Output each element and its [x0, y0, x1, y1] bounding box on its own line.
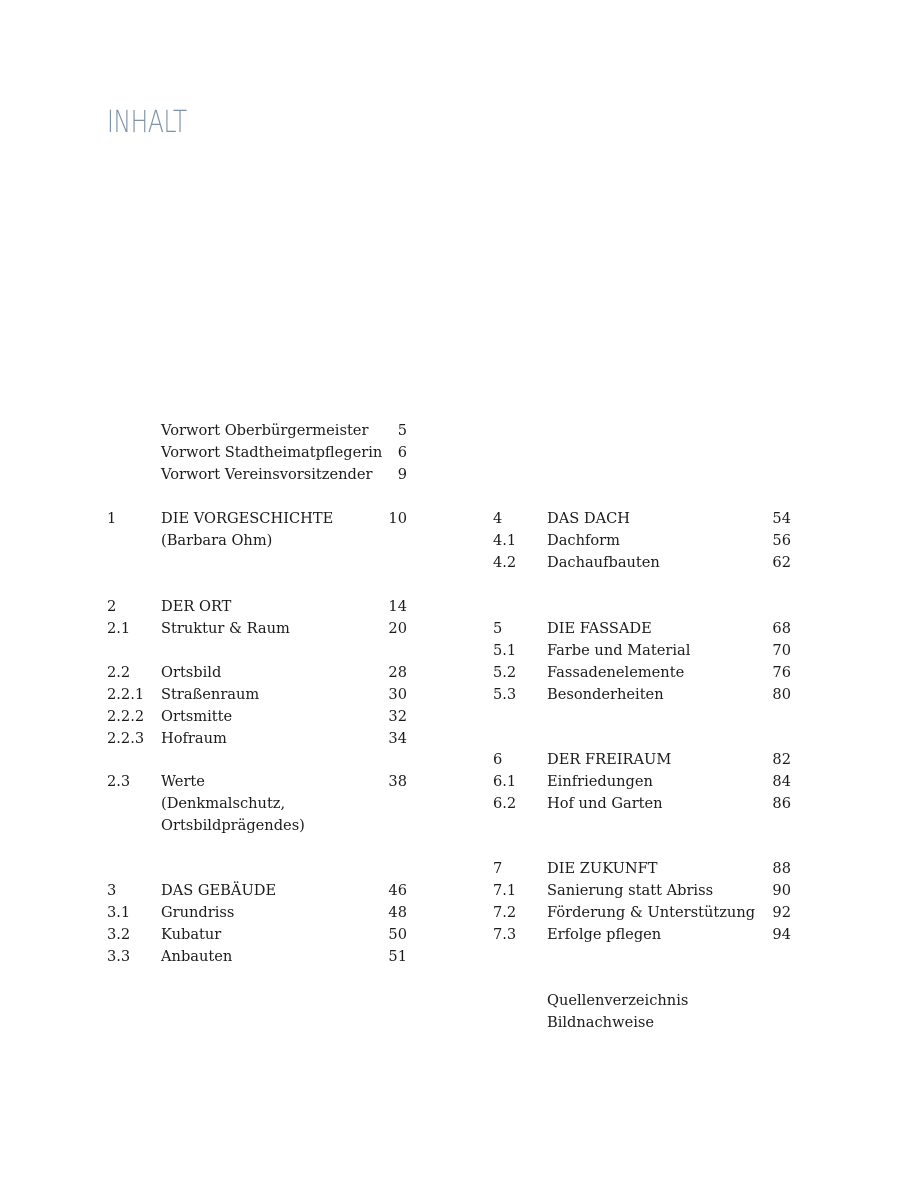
toc-entry-number: 1	[107, 510, 117, 527]
toc-entry-title: Hof und Garten	[547, 795, 663, 812]
toc-entry-title: DER ORT	[161, 598, 232, 615]
toc-entry-number: 3.2	[107, 926, 131, 943]
toc-entry-title: (Barbara Ohm)	[161, 532, 273, 549]
toc-entry-title: Struktur & Raum	[161, 620, 290, 637]
toc-entry-page: 20	[388, 620, 407, 637]
toc-entry-title: DIE FASSADE	[547, 620, 652, 637]
toc-entry-number: 2.2.3	[107, 730, 145, 747]
toc-entry-title: Ortsmitte	[161, 708, 233, 725]
toc-entry-title: Werte	[161, 773, 205, 790]
toc-entry-number: 4.1	[493, 532, 517, 549]
toc-entry-title: Bildnachweise	[547, 1014, 654, 1031]
toc-entry-page: 94	[772, 926, 791, 943]
toc-entry-page: 68	[772, 620, 791, 637]
toc-entry-page: 76	[772, 664, 791, 681]
toc-entry-number: 5.2	[493, 664, 517, 681]
toc-entry-number: 7.1	[493, 882, 517, 899]
toc-entry-page: 86	[772, 795, 791, 812]
toc-entry-title: DAS GEBÄUDE	[161, 882, 277, 899]
toc-entry-number: 6.1	[493, 773, 517, 790]
toc-entry-title: Farbe und Material	[547, 642, 691, 659]
toc-entry-title: Besonderheiten	[547, 686, 664, 703]
toc-entry-page: 48	[388, 904, 407, 921]
toc-entry-page: 30	[388, 686, 407, 703]
toc-entry-number: 2.2.2	[107, 708, 145, 725]
toc-entry-number: 7.2	[493, 904, 517, 921]
toc-entry-title: Erfolge pflegen	[547, 926, 662, 943]
toc-entry-title: DAS DACH	[547, 510, 631, 527]
toc-entry-title: Einfriedungen	[547, 773, 653, 790]
toc-entry-number: 4	[493, 510, 503, 527]
toc-entry-number: 5.1	[493, 642, 517, 659]
toc-entry-page: 82	[772, 751, 791, 768]
toc-entry-title: Dachaufbauten	[547, 554, 660, 571]
toc-entry-number: 7.3	[493, 926, 517, 943]
toc-entry-page: 92	[772, 904, 791, 921]
toc-entry-page: 32	[388, 708, 407, 725]
toc-entry-page: 10	[388, 510, 407, 527]
toc-entry-title: Quellenverzeichnis	[547, 992, 689, 1009]
toc-entry-number: 2.3	[107, 773, 131, 790]
toc-entry-title: Ortsbild	[161, 664, 222, 681]
toc-entry-title: Vorwort Stadtheimatpflegerin	[161, 444, 383, 461]
toc-entry-page: 38	[388, 773, 407, 790]
toc-entry-number: 4.2	[493, 554, 517, 571]
toc-entry-title: Vorwort Vereinsvorsitzender	[161, 466, 373, 483]
toc-entry-number: 5.3	[493, 686, 517, 703]
toc-entry-title: Hofraum	[161, 730, 227, 747]
toc-entry-title: DIE ZUKUNFT	[547, 860, 658, 877]
toc-entry-title: Vorwort Oberbürgermeister	[161, 422, 369, 439]
toc-entry-page: 70	[772, 642, 791, 659]
toc-entry-title: Straßenraum	[161, 686, 260, 703]
toc-entry-number: 2.2.1	[107, 686, 145, 703]
toc-entry-title: (Denkmalschutz,	[161, 795, 286, 812]
toc-entry-number: 6	[493, 751, 503, 768]
toc-entry-number: 2	[107, 598, 117, 615]
toc-entry-title: Fassadenelemente	[547, 664, 685, 681]
toc-entry-title: Sanierung statt Abriss	[547, 882, 714, 899]
toc-entry-page: 54	[772, 510, 791, 527]
toc-entry-page: 6	[397, 444, 407, 461]
toc-entry-number: 6.2	[493, 795, 517, 812]
page-title: INHALT	[107, 105, 187, 140]
toc-entry-title: Kubatur	[161, 926, 222, 943]
toc-entry-page: 90	[772, 882, 791, 899]
toc-entry-number: 3.1	[107, 904, 131, 921]
toc-entry-page: 46	[388, 882, 407, 899]
toc-entry-title: Dachform	[547, 532, 620, 549]
toc-entry-page: 9	[397, 466, 407, 483]
toc-entry-title: Ortsbildprägendes)	[161, 817, 305, 834]
toc-entry-number: 3	[107, 882, 117, 899]
toc-entry-title: Förderung & Unterstützung	[547, 904, 756, 921]
toc-entry-number: 2.2	[107, 664, 131, 681]
toc-entry-page: 34	[388, 730, 407, 747]
toc-entry-page: 88	[772, 860, 791, 877]
toc-entry-title: DER FREIRAUM	[547, 751, 672, 768]
toc-entry-number: 3.3	[107, 948, 131, 965]
toc-entry-number: 5	[493, 620, 503, 637]
toc-entry-page: 50	[388, 926, 407, 943]
toc-entry-title: Grundriss	[161, 904, 235, 921]
toc-entry-number: 7	[493, 860, 503, 877]
toc-entry-number: 2.1	[107, 620, 131, 637]
toc-entry-page: 56	[772, 532, 791, 549]
toc-entry-page: 51	[388, 948, 407, 965]
toc-entry-page: 84	[772, 773, 791, 790]
toc-entry-page: 28	[388, 664, 407, 681]
toc-entry-page: 5	[397, 422, 407, 439]
toc-entry-page: 62	[772, 554, 791, 571]
toc-entry-title: Anbauten	[161, 948, 233, 965]
toc-entry-title: DIE VORGESCHICHTE	[161, 510, 334, 527]
toc-entry-page: 80	[772, 686, 791, 703]
toc-entry-page: 14	[388, 598, 407, 615]
